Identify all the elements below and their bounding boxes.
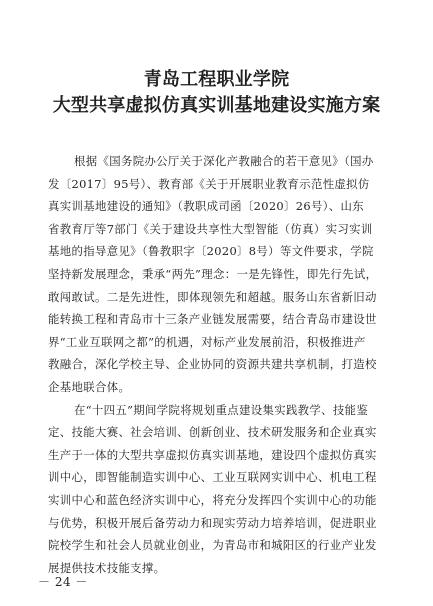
paragraph-line: 教融合，深化学校主导、企业协同的资源共建共享机制，打造校 bbox=[48, 357, 377, 372]
paragraph-line: 企基地联合体。 bbox=[48, 379, 131, 394]
paragraph-line: 训中心，即智能制造实训中心、工业互联网实训中心、机电工程 bbox=[48, 470, 377, 485]
paragraph-line: 敢闯敢试。二是先进性，即体现领先和超越。服务山东省新旧动 bbox=[48, 289, 377, 304]
paragraph-line: 实训中心和蓝色经济实训中心，将充分发挥四个实训中心的功能 bbox=[48, 492, 377, 507]
paragraph-line: 真实训基地建设的通知》（教职成司函〔2020〕26号）、山东 bbox=[48, 199, 364, 214]
paragraph-line: 坚持新发展理念，秉承“两先”理念：一是先锋性，即先行先试， bbox=[48, 266, 378, 281]
paragraph-line: 界“工业互联网之都”的机遇，对标产业发展前沿，积极推进产 bbox=[48, 334, 366, 349]
paragraph-line: 能转换工程和青岛市十三条产业链发展需要，结合青岛市建设世 bbox=[48, 312, 377, 327]
paragraph-line: 发〔2017〕95号）、教育部《关于开展职业教育示范性虚拟仿 bbox=[48, 176, 370, 191]
page-number: － 24 － bbox=[38, 575, 88, 589]
paragraph-line: 生产于一体的大型共享虚拟仿真实训基地，建设四个虚拟仿真实 bbox=[48, 447, 377, 462]
paragraph-line: 定、技能大赛、社会培训、创新创业、技术研发服务和企业真实 bbox=[48, 425, 377, 440]
paragraph-line: 与优势，积极开展后备劳动力和现实劳动力培养培训，促进职业 bbox=[48, 515, 377, 530]
paragraph-line: 根据《国务院办公厅关于深化产教融合的若干意见》（国办 bbox=[74, 154, 374, 168]
paragraph-line: 省教育厅等7部门《关于建设共享性大型智能（仿真）实习实训 bbox=[48, 221, 373, 236]
paragraph-line: 展提供技术技能支撑。 bbox=[48, 560, 166, 575]
paragraph-line: 基地的指导意见》（鲁教职字〔2020〕8号）等文件要求，学院 bbox=[48, 244, 374, 259]
paragraph-line: 在“十四五”期间学院将规划重点建设集实践教学、技能鉴 bbox=[74, 402, 369, 417]
document-title-line-1: 青岛工程职业学院 bbox=[143, 69, 290, 90]
paragraph-1 bbox=[48, 150, 385, 399]
document-title-line-2: 大型共享虚拟仿真实训基地建设实施方案 bbox=[52, 95, 381, 116]
document-body bbox=[48, 150, 385, 579]
paragraph-2 bbox=[48, 399, 385, 580]
paragraph-line: 院校学生和社会人员就业创业，为青岛市和城阳区的行业产业发 bbox=[48, 538, 377, 553]
